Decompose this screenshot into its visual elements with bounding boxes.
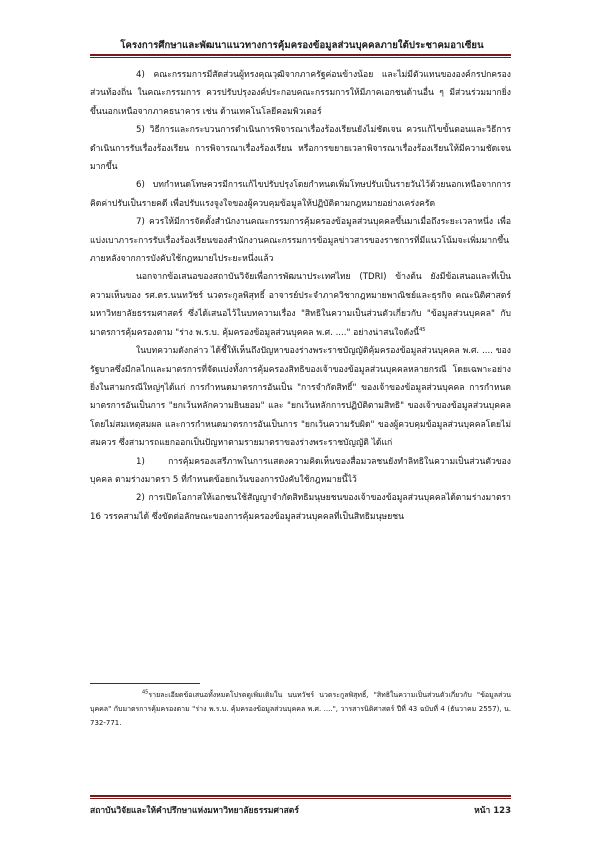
footer-rule (90, 795, 511, 797)
document-body (90, 66, 511, 526)
paragraph-item-4: 4) คณะกรรมการมีสัดส่วนผู้ทรงคุณวุฒิจากภาครัฐค่อนข้างน้อย และไม่มีตัวแทนขององค์กรปกครองส่วนท้องถิ่น ในคณะกรรมการ ควรปรับปรุงองค์ประกอบคณะกรรมการให้มีภาคเอกชนด้านอื่น ๆ มีส่วนร่วมมากยิ่งขึ้นนอกเหนือจากภาคธนาคาร เช่น ด้านเทคโนโลยีคอมพิวเตอร์ (90, 70, 511, 117)
footer-institution: สถาบันวิจัยและให้คำปรึกษาแห่งมหาวิทยาลัยธรรมศาสตร์ (90, 806, 299, 816)
paragraph-item-6: 6) บทกำหนดโทษควรมีการแก้ไขปรับปรุงโดยกำหนดเพิ่มโทษปรับเป็นรายวันไว้ด้วยนอกเหนือจากการคิดค่าปรับเป็นรายคดี เพื่อปรับแรงจูงใจของผู้ควบคุมข้อมูลให้ปฏิบัติตามกฎหมายอย่างเคร่งครัด (90, 180, 511, 209)
footnote-separator (90, 683, 200, 684)
paragraph-tdri-proposal (90, 268, 511, 342)
paragraph-issue-1: 1) การคุ้มครองเสรีภาพในการแสดงความคิดเห็นของสื่อมวลชนยังทำลิทธิในความเป็นส่วนตัวของบุคคล ตามร่างมาตรา 5 ที่กำหนดข้อยกเว้นของการบังคับใช้กฎหมายนี้ไว้ (90, 456, 511, 485)
paragraph-item-5: 5) วิธีการและกระบวนการดำเนินการพิจารณาเรื่องร้องเรียนยังไม่ชัดเจน ควรแก้ไขขั้นตอนและวิธีการดำเนินการรับเรื่องร้องเรียน การพิจารณาเรื่องร้องเรียน หรือการขยายเวลาพิจารณาเรื่องร้องเรียนให้มีความชัดเจนมากขึ้น (90, 125, 511, 173)
footnote-line (90, 688, 511, 730)
paragraph-article-analysis: ในบทความดังกล่าว ได้ชี้ให้เห็นถึงปัญหาของร่างพระราชบัญญัติคุ้มครองข้อมูลส่วนบุคคล พ.ศ. .... ของรัฐบาลซึ่งมีกลไกและมาตรการที่จัดแบ่งทั้งการคุ้มครองสิทธิของเจ้าของข้อมูลส่วนบุคคลหลายกรณี โดยเฉพาะอย่างยิ่งในสามกรณีใหญ่ๆได้แก่ การกำหนดมาตรการอันเป็น "การจำกัดสิทธิ์" ของเจ้าของข้อมูลส่วนบุคคล การกำหนดมาตรการอันเป็นการ "ยกเว้นหลักความยินยอม" และ "ยกเว้นหลักการปฏิบัติตามสิทธิ" ของเจ้าของข้อมูลส่วนบุคคลโดยไม่สมเหตุสมผล และการกำหนดมาตรการอันเป็นการ "ยกเว้นความรับผิด" ของผู้ควบคุมข้อมูลส่วนบุคคลโดยไม่สมควร ซึ่งสามารถแยกออกเป็นปัญหาตามรายมาตราของร่างพระราชบัญญัติ ได้แก่ (90, 346, 511, 449)
paragraph-item-7: 7) ควรให้มีการจัดตั้งสำนักงานคณะกรรมการคุ้มครองข้อมูลส่วนบุคคลขึ้นมาเมื่อถึงระยะเวลาหนึ่ง เพื่อแบ่งเบาภาระการรับเรื่องร้องเรียนของสำนักงานคณะกรรมการข้อมูลข่าวสารของราชการที่มีแนวโน้มจะเพิ่มมากขึ้นภายหลังจากการบังคับใช้กฎหมายไประยะหนึ่งแล้ว (90, 217, 511, 265)
footnote-number: 45 (142, 689, 149, 696)
footnote-text: รายละเอียดข้อเสนอทั้งหมดโปรดดูเพิ่มเติมใน นนทวัชร์ นวตระกูลพิสุทธิ์, "สิทธิในความเป็นส่วนตัวเกี่ยวกับ "ข้อมูลส่วนบุคคล" กับมาตรการคุ้มครองตาม "ร่าง พ.ร.บ. คุ้มครองข้อมูลส่วนบุคคล พ.ศ. ....", วารสารนิติศาสตร์ ปีที่ 43 ฉบับที่ 4 (ธันวาคม 2557), น. 732-771. (90, 691, 511, 727)
paragraph-text: นอกจากข้อเสนอของสถาบันวิจัยเพื่อการพัฒนาประเทศไทย (TDRI) ข้างต้น ยังมีข้อเสนอและที่เป็นความเห็นของ รศ.ดร.นนทวัชร์ นวตระกูลพิสุทธิ์ อาจารย์ประจำภาควิชากฎหมายพาณิชย์และธุรกิจ คณะนิติศาสตร์ มหาวิทยาลัยธรรมศาสตร์ ซึ่งได้เสนอไว้ในบทความเรื่อง "สิทธิในความเป็นส่วนตัวเกี่ยวกับ "ข้อมูลส่วนบุคคล" กับมาตรการคุ้มครองตาม "ร่าง พ.ร.บ. คุ้มครองข้อมูลส่วนบุคคล พ.ศ. ...." อย่างน่าสนใจดังนี้ (90, 272, 511, 338)
page-header-title: โครงการศึกษาและพัฒนาแนวทางการคุ้มครองข้อมูลส่วนบุคคลภายใต้ประชาคมอาเซียน (120, 40, 484, 51)
paragraph-issue-2: 2) การเปิดโอกาสให้เอกชนใช้สัญญาจำกัดสิทธิมนุษยชนของเจ้าของข้อมูลส่วนบุคคลได้ตามร่างมาตรา 16 วรรคสามได้ ซึ่งขัดต่อลักษณะของการคุ้มครองข้อมูลส่วนบุคคลที่เป็นสิทธิมนุษยชน (90, 493, 511, 522)
footnote-ref: 45 (419, 326, 426, 333)
header-rule (90, 54, 511, 56)
footer-rule-thin (90, 798, 511, 799)
header-rule-thin (90, 57, 511, 58)
footnote (90, 688, 511, 730)
page-number: หน้า 123 (474, 806, 511, 816)
